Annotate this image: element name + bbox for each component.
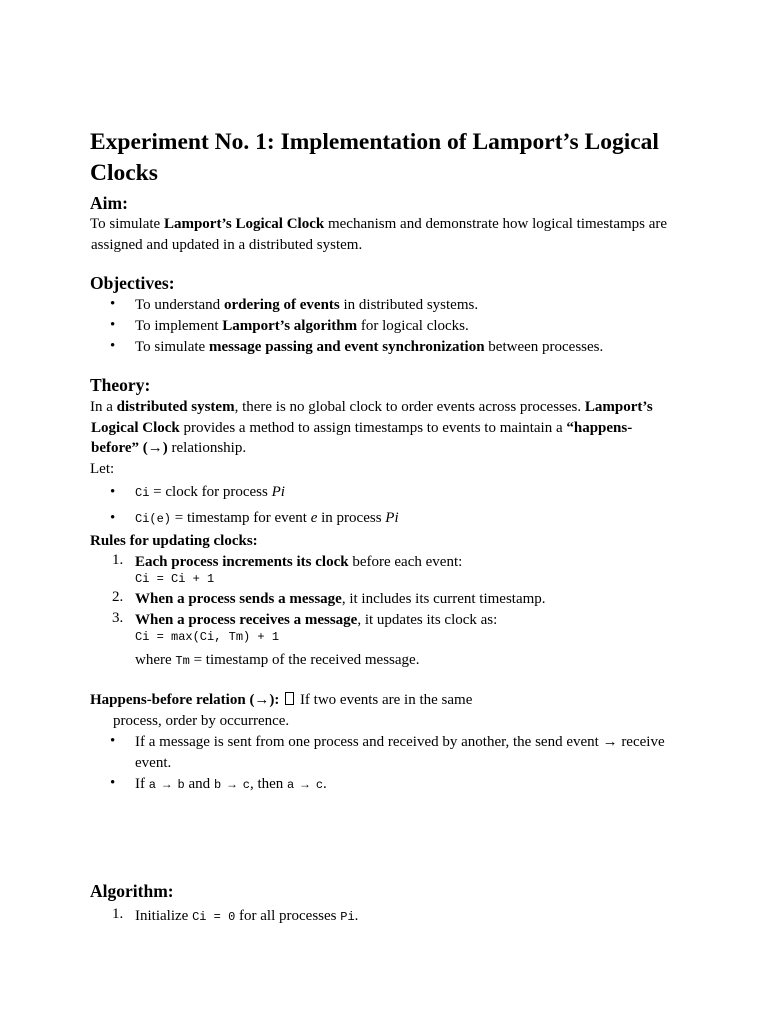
bullet-icon: • [110,775,116,791]
algorithm-text: for all processes [235,908,341,924]
theory-paragraph [90,397,690,479]
rule-bold: When a process sends a message [135,591,342,607]
bullet-icon: • [110,510,116,526]
code-inline: Pi [340,910,355,924]
happens-text: , then [249,776,288,792]
theory-text: provides a method to assign timestamps to events to maintain a [179,419,567,436]
objective-text: in distributed systems. [339,297,479,313]
page-title: Experiment No. 1: Implementation of Lamport’s Logical Clocks [90,129,659,186]
bullet-icon: • [110,338,116,354]
objective-text: To implement [135,318,223,334]
where-line [135,650,419,672]
rule-number: 3. [112,610,124,626]
objective-text: To simulate [135,339,209,355]
aim-bold-term: Lamport’s Logical Clock [163,216,325,232]
aim-text-part: To simulate [90,216,164,232]
objective-text: To understand [135,297,224,313]
rule-code: Ci = Ci + 1 [135,572,215,586]
where-text: = timestamp of the received message. [189,652,420,668]
rule-bold: Each process increments its clock [135,554,349,570]
happens-bullet-line: event. [135,754,172,771]
aim-text [90,214,690,255]
objectives-heading: Objectives: [90,273,175,293]
happens-bold: Happens-before relation (→): [90,692,280,708]
rules-heading: Rules for updating clocks: [90,533,258,549]
let-text: = clock for process [149,484,272,500]
where-text: where [135,652,176,668]
theory-bold: before” (→) [91,440,168,456]
rule-code: Ci = max(Ci, Tm) + 1 [135,630,280,644]
bullet-icon: • [110,317,116,333]
objective-text: between processes. [484,339,604,355]
happens-text: and [184,776,214,792]
theory-bold: “happens- [566,419,633,436]
let-item [135,482,285,504]
happens-text: If [135,776,149,792]
happens-bullet [135,732,675,773]
rule-item [135,610,497,631]
happens-bullet [135,774,327,796]
bullet-icon: • [110,733,116,749]
code-inline: a → b [148,778,185,792]
happens-bullet-line: If a message is sent from one process and received by another, the send event → receive [135,734,665,750]
algorithm-text: Initialize [135,908,193,924]
bullet-icon: • [110,484,116,500]
let-italic: e [310,510,318,526]
rule-item [135,589,546,610]
algorithm-text: . [354,908,359,924]
code-inline: Tm [175,654,190,668]
aim-heading: Aim: [90,193,128,213]
objective-bold: Lamport’s algorithm [222,318,358,334]
rule-number: 2. [112,589,124,605]
code-inline: b → c [213,778,250,792]
objective-item [135,295,478,316]
let-italic: Pi [271,484,285,500]
theory-text: In a [90,399,117,415]
let-text: = timestamp for event [171,510,311,526]
theory-bold: Lamport’s [584,399,653,415]
rule-text: before each event: [348,554,463,570]
theory-text: relationship. [167,440,247,456]
missing-glyph-icon [285,692,294,705]
objective-item [135,316,469,337]
objective-item [135,337,603,358]
code-inline: a → c [287,778,324,792]
let-italic: Pi [385,510,399,526]
rule-number: 1. [112,552,124,568]
aim-text-part: mechanism and demonstrate how logical timestamps are [324,216,668,232]
theory-text: , there is no global clock to order events across processes. [234,399,585,415]
objective-text: for logical clocks. [357,318,469,334]
algorithm-heading: Algorithm: [90,881,174,901]
rule-text: , it updates its clock as: [357,612,498,628]
let-item [135,508,399,530]
rule-item [135,552,462,573]
theory-bold: distributed system [116,399,235,415]
algorithm-step [135,906,358,928]
rule-text: , it includes its current timestamp. [341,591,546,607]
algorithm-step-number: 1. [112,906,124,922]
theory-bold: Logical Clock [91,419,180,436]
happens-text-line2: process, order by occurrence. [113,713,290,729]
code-inline: Ci = 0 [192,910,236,924]
happens-text: . [323,776,327,792]
let-label: Let: [90,460,115,477]
happens-text: If two events are in the same [296,692,473,708]
bullet-icon: • [110,296,116,312]
theory-heading: Theory: [90,375,151,395]
aim-text-line2: assigned and updated in a distributed system. [91,236,363,253]
let-text: in process [317,510,386,526]
happens-before-line [90,690,472,711]
objective-bold: message passing and event synchronization [208,339,485,355]
code-inline: Ci [135,486,150,500]
code-inline: Ci(e) [135,512,172,526]
objective-bold: ordering of events [223,297,340,313]
rule-bold: When a process receives a message [135,612,358,628]
